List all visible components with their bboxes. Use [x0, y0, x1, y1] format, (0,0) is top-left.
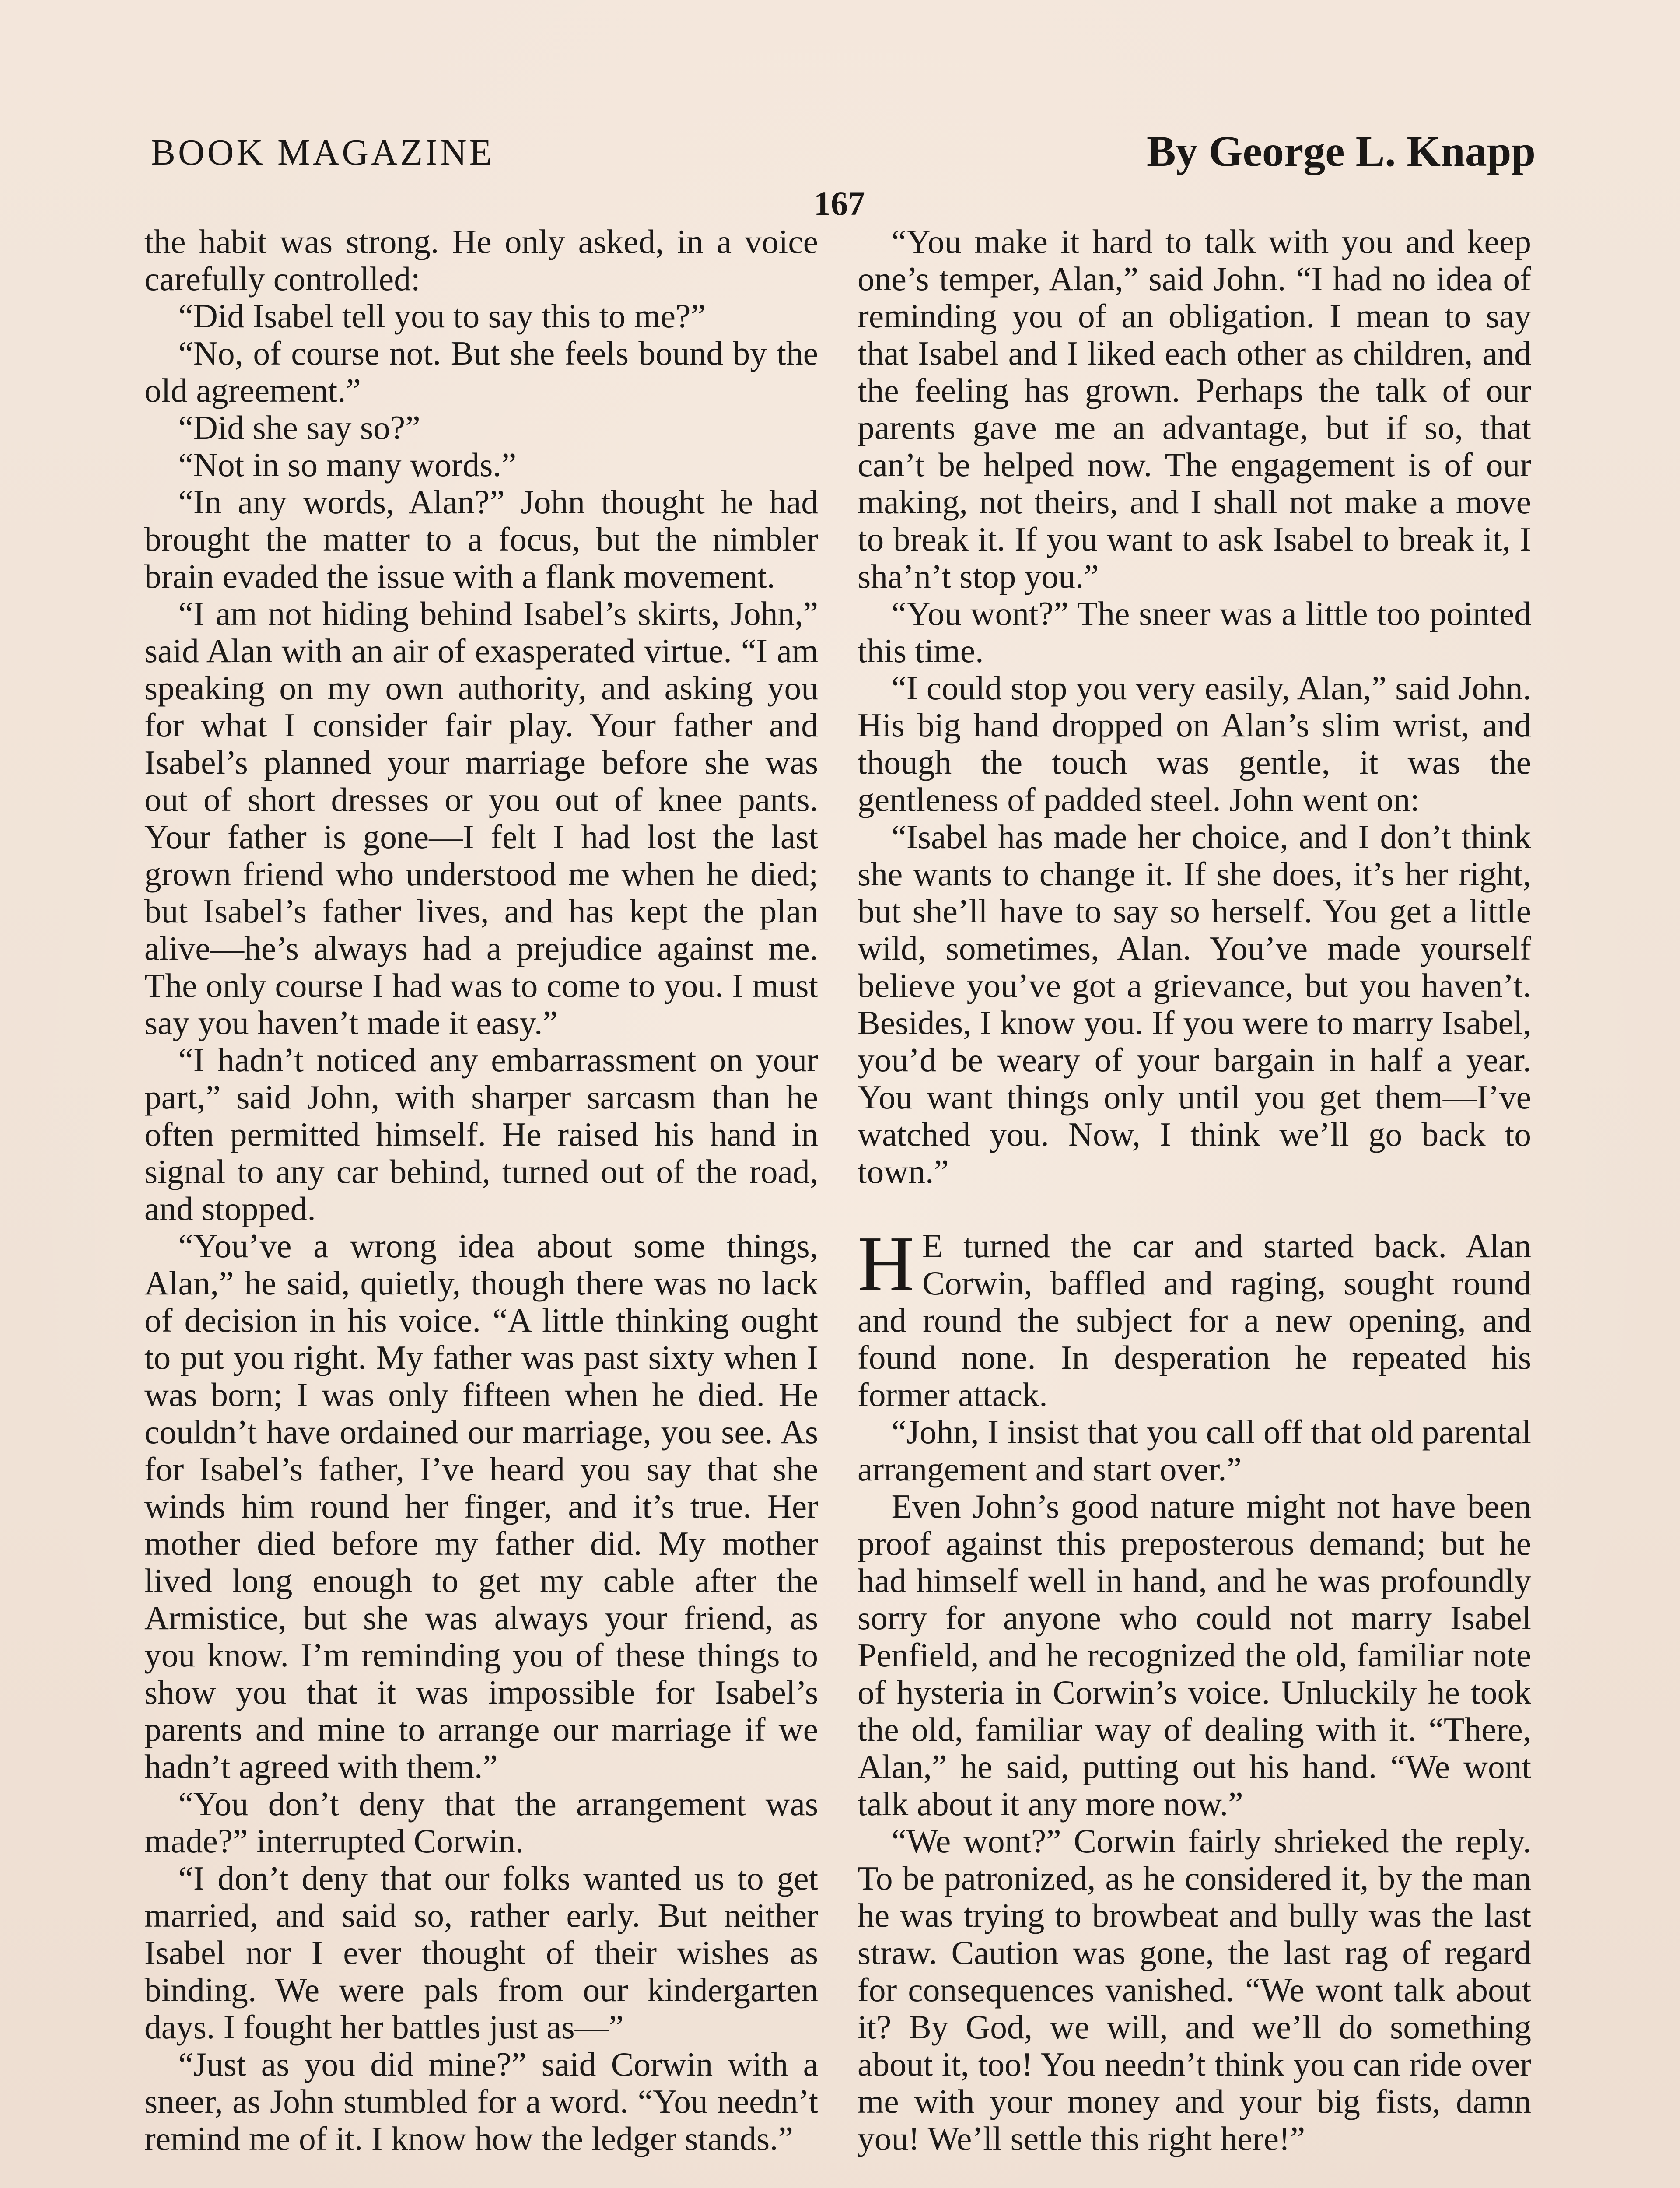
- paragraph: “John, I insist that you call off that old parental arrangement and start over.”: [858, 1413, 1531, 1488]
- paragraph: “You’ve a wrong idea about some things, Alan,” he said, quietly, though there was no lack of decision in his voice. “A little thinking ought to put you right. My father was past sixty when I was born; I was only fifteen when he died. He couldn’t have ordained our marriage, you see. As for Isabel’s father, I’ve heard you say that she winds him round her finger, and it’s true. Her mother died before my father did. My mother lived long enough to get my cable after the Armistice, but she was always your friend, as you know. I’m reminding you of these things to show you that it was impossible for Isabel’s parents and mine to arrange our marriage if we hadn’t agreed with them.”: [144, 1227, 818, 1785]
- drop-cap: H: [858, 1220, 914, 1307]
- paragraph: “No, of course not. But she feels bound by the old agreement.”: [144, 334, 818, 409]
- paragraph: Even John’s good nature might not have been proof against this preposterous demand; but he had himself well in hand, and he was profoundly sorry for anyone who could not marry Isabel Penfield, and he recognized the old, familiar note of hysteria in Corwin’s voice. Unluckily he took the old, familiar way of dealing with it. “There, Alan,” he said, putting out his hand. “We wont talk about it any more now.”: [858, 1487, 1531, 1823]
- section-opening-paragraph: [858, 1220, 1531, 1413]
- paragraph: “We wont?” Corwin fairly shrieked the reply. To be patronized, as he considered it, by the man he was trying to browbeat and bully was the last straw. Caution was gone, the last rag of regard for consequences vanished. “We wont talk about it? By God, we will, and we’ll do something about it, too! You needn’t think you can ride over me with your money and your big fists, damn you! We’ll settle this right here!”: [858, 1822, 1531, 2157]
- paragraph: “I could stop you very easily, Alan,” said John. His big hand dropped on Alan’s slim wrist, and though the touch was gentle, it was the gentleness of padded steel. John went on:: [858, 669, 1531, 818]
- author-byline: By George L. Knapp: [1147, 127, 1536, 175]
- paragraph: “Did Isabel tell you to say this to me?”: [178, 297, 706, 335]
- paragraph: “You make it hard to talk with you and keep one’s temper, Alan,” said John. “I had no idea of reminding you of an obligation. I mean to say that Isabel and I liked each other as children, and the feeling has grown. Perhaps the talk of our parents gave me an advantage, but if so, that can’t be helped now. The engagement is of our making, not theirs, and I shall not make a move to break it. If you want to ask Isabel to break it, I sha’n’t stop you.”: [858, 223, 1531, 595]
- section-opening-text: E turned the car and started back. Alan Corwin, baffled and raging, sought round and round the subject for a new opening, and found none. In desperation he repeated his former attack.: [858, 1227, 1531, 1413]
- paragraph: “Not in so many words.”: [178, 446, 517, 484]
- paragraph: “I hadn’t noticed any embarrassment on your part,” said John, with sharper sarcasm than he often permitted himself. He raised his hand in signal to any car behind, turned out of the road, and stopped.: [144, 1041, 818, 1227]
- paragraph: “Did she say so?”: [178, 409, 420, 446]
- right-column: [858, 223, 1531, 2157]
- magazine-title: BOOK MAGAZINE: [151, 132, 494, 173]
- paragraph: “In any words, Alan?” John thought he had brought the matter to a focus, but the nimbler brain evaded the issue with a flank movement.: [144, 483, 818, 595]
- page-number: 167: [814, 184, 865, 222]
- left-column: [144, 223, 818, 2157]
- paragraph: “I am not hiding behind Isabel’s skirts, John,” said Alan with an air of exasperated virtue. “I am speaking on my own authority, and asking you for what I consider fair play. Your father and Isabel’s planned your marriage before she was out of short dresses or you out of knee pants. Your father is gone—I felt I had lost the last grown friend who understood me when he died; but Isabel’s father lives, and has kept the plan alive—he’s always had a prejudice against me. The only course I had was to come to you. I must say you haven’t made it easy.”: [144, 595, 818, 1041]
- paragraph: the habit was strong. He only asked, in a voice carefully controlled:: [144, 223, 818, 298]
- paragraph: “You wont?” The sneer was a little too pointed this time.: [858, 595, 1531, 670]
- paragraph: “Isabel has made her choice, and I don’t think she wants to change it. If she does, it’s her right, but she’ll have to say so herself. You get a little wild, sometimes, Alan. You’ve made yourself believe you’ve got a grievance, but you haven’t. Besides, I know you. If you were to marry Isabel, you’d be weary of your bargain in half a year. You want things only until you get them—I’ve watched you. Now, I think we’ll go back to town.”: [858, 818, 1531, 1190]
- paragraph: “Just as you did mine?” said Corwin with a sneer, as John stumbled for a word. “You needn’t remind me of it. I know how the ledger stands.”: [144, 2045, 818, 2157]
- paragraph: “I don’t deny that our folks wanted us to get married, and said so, rather early. But neither Isabel nor I ever thought of their wishes as binding. We were pals from our kindergarten days. I fought her battles just as—”: [144, 1859, 818, 2046]
- paragraph: “You don’t deny that the arrangement was made?” interrupted Corwin.: [144, 1785, 818, 1860]
